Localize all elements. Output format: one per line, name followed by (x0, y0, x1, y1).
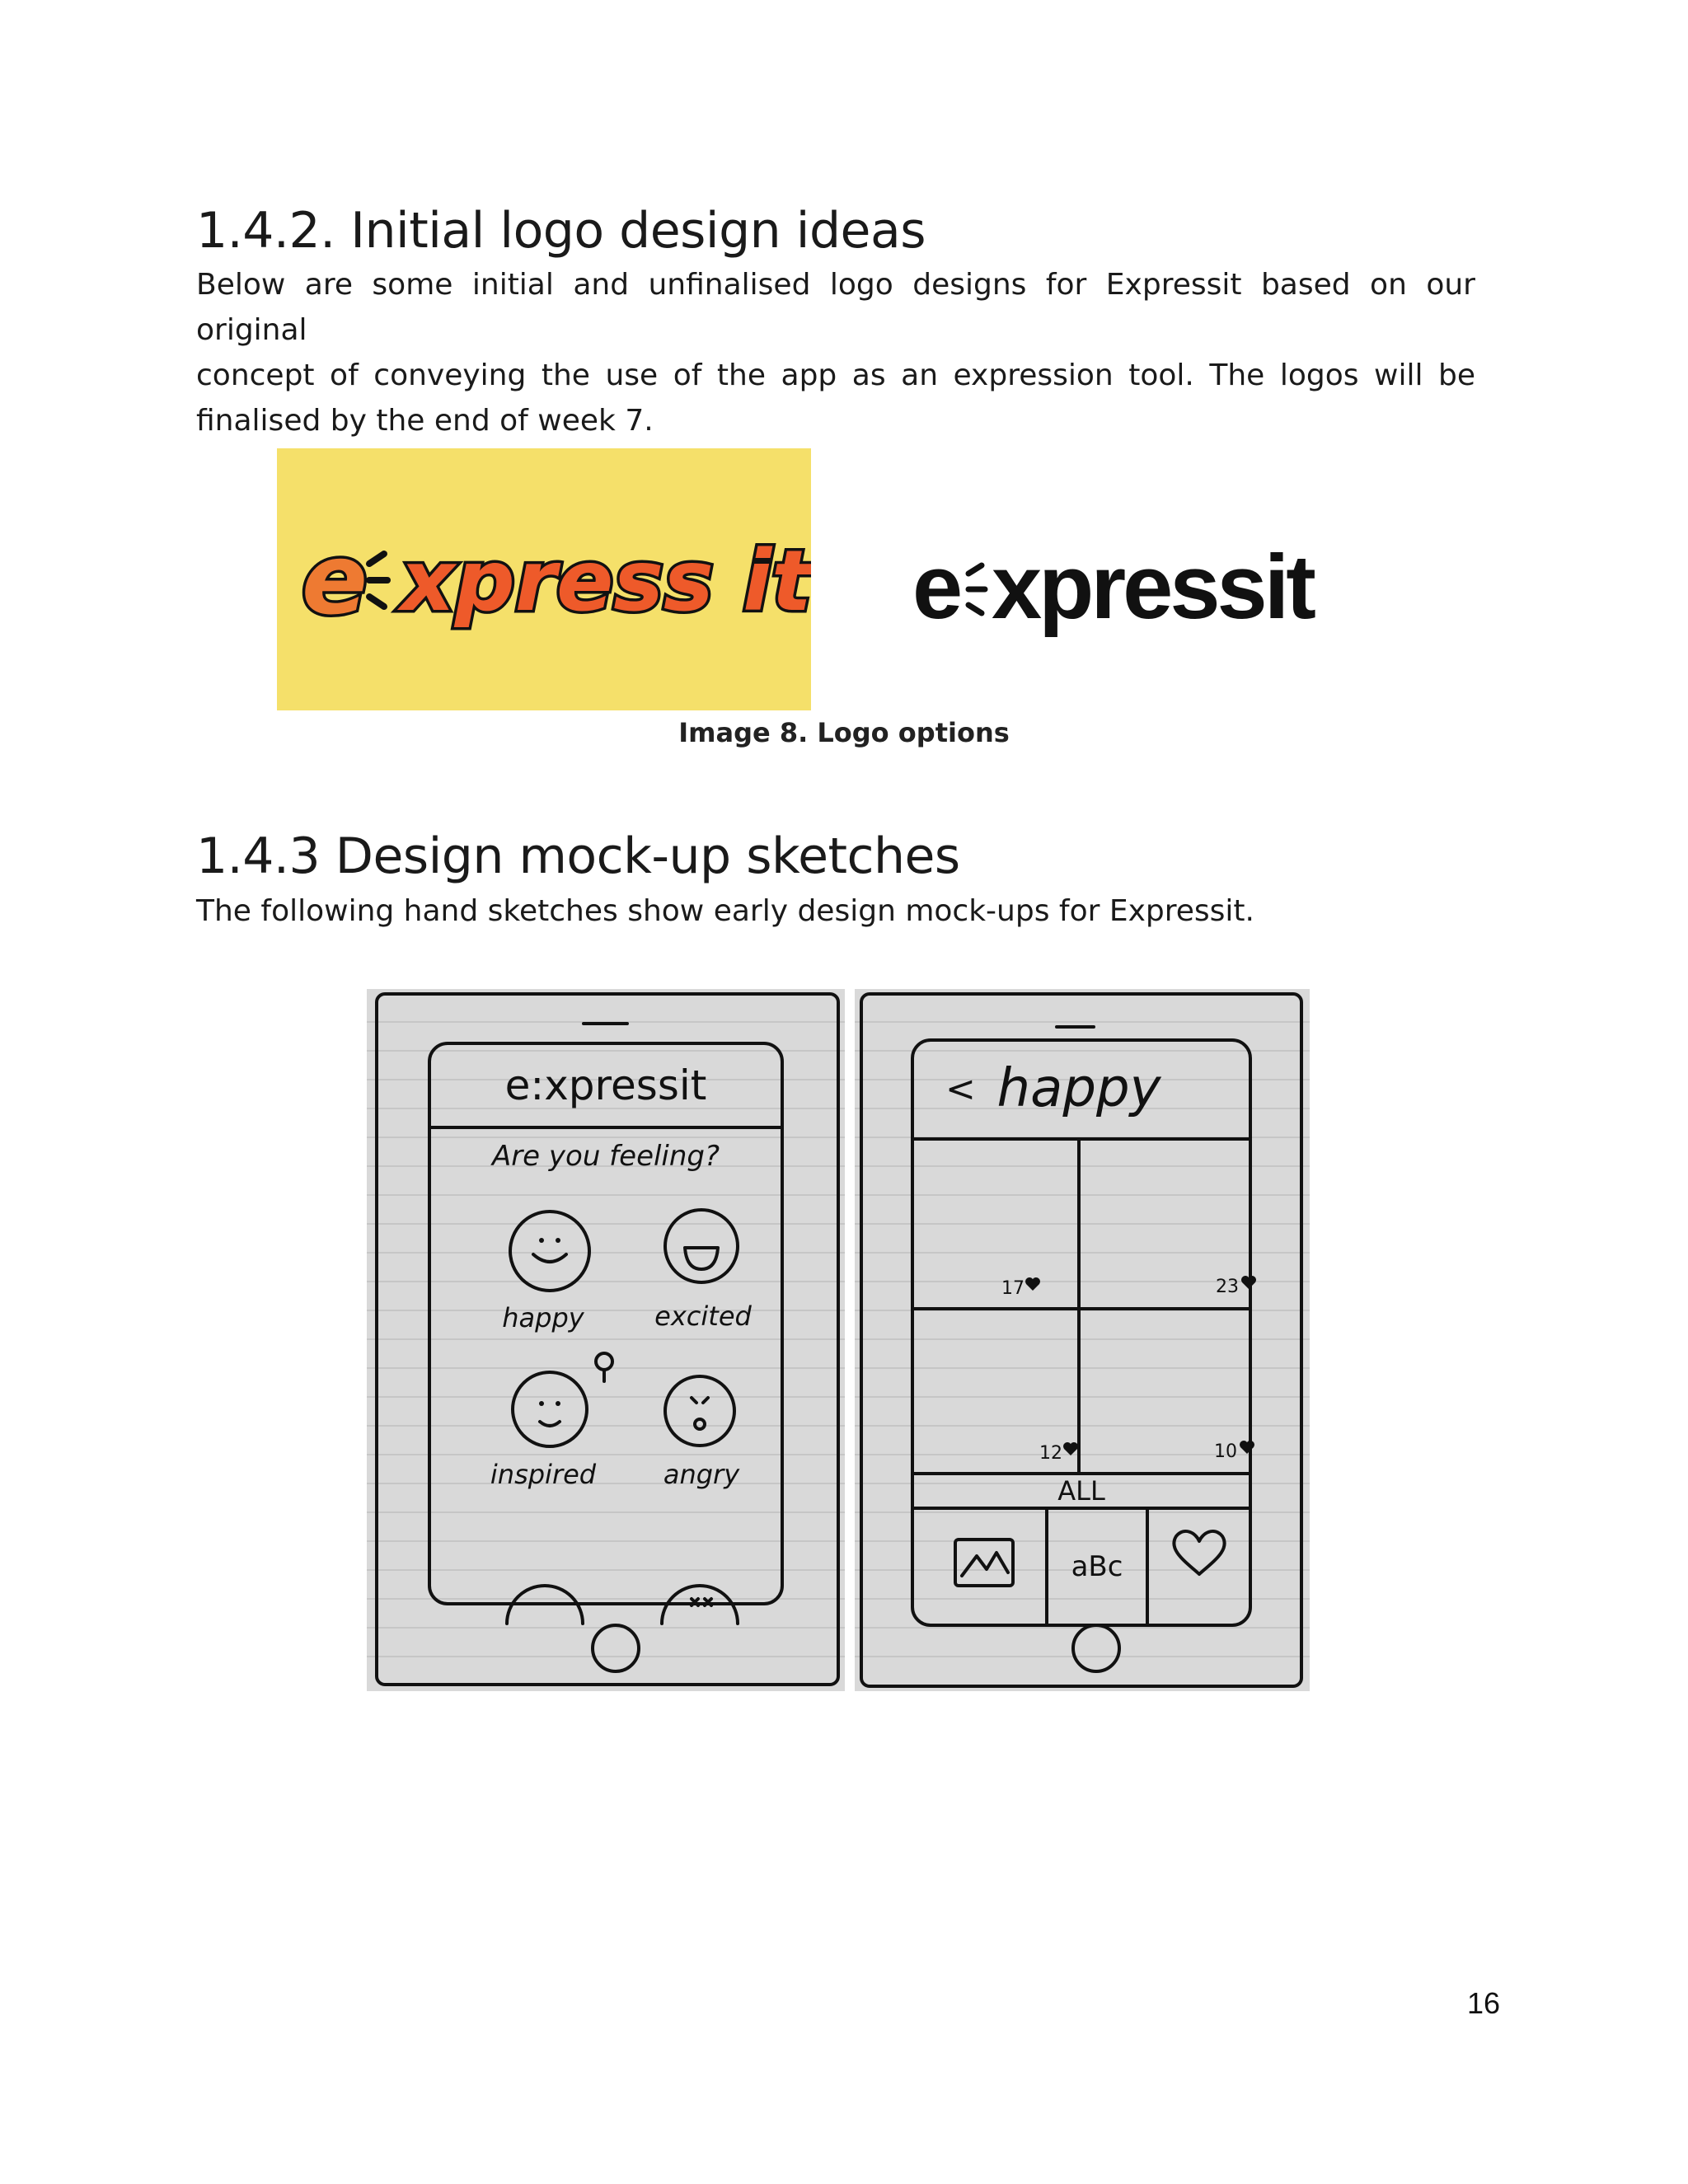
script-logo-e: e (302, 523, 368, 636)
back-icon[interactable]: < (945, 1068, 976, 1110)
figure-caption: Image 8. Logo options (678, 717, 1010, 748)
mood-label-happy: happy (502, 1302, 584, 1333)
section-heading-logo-ideas: 1.4.2. Initial logo design ideas (196, 202, 926, 260)
mood-label-angry: angry (663, 1459, 740, 1490)
mood-label-excited: excited (654, 1301, 752, 1332)
plain-logo-image (911, 527, 1339, 643)
mood-label-inspired: inspired (490, 1459, 597, 1490)
like-count: 23 (1216, 1277, 1239, 1297)
sketch-happy-feed (855, 989, 1310, 1691)
sketch-screen-title: happy (996, 1058, 1161, 1119)
mockups-paragraph: The following hand sketches show early design mock-ups for Expressit. (196, 894, 1254, 928)
paragraph-line: Below are some initial and unfinalised logo designs for Expressit based on our original (196, 268, 1475, 347)
sketch-app-title: e:xpressit (504, 1062, 707, 1109)
paragraph-line: concept of conveying the use of the app as an expression tool. The logos will be (196, 359, 1475, 392)
script-logo-wordmark: xpress it (401, 532, 811, 630)
like-count: 12 (1039, 1443, 1062, 1464)
plain-logo-e: e (912, 537, 964, 638)
filter-all-label: ALL (1057, 1475, 1105, 1507)
script-logo-image (277, 448, 811, 710)
sketch-mood-picker (367, 989, 845, 1691)
page-number: 16 (1466, 1986, 1500, 2020)
text-tab-label: aBc (1071, 1550, 1123, 1583)
logo-ideas-paragraph (196, 262, 1475, 443)
like-count: 17 (1001, 1278, 1025, 1299)
paragraph-line: finalised by the end of week 7. (196, 404, 654, 438)
sketch-prompt: Are you feeling? (491, 1140, 720, 1173)
like-count: 10 (1214, 1441, 1237, 1462)
section-heading-mockups: 1.4.3 Design mock-up sketches (196, 827, 960, 885)
plain-logo-wordmark: xpressit (992, 537, 1313, 638)
